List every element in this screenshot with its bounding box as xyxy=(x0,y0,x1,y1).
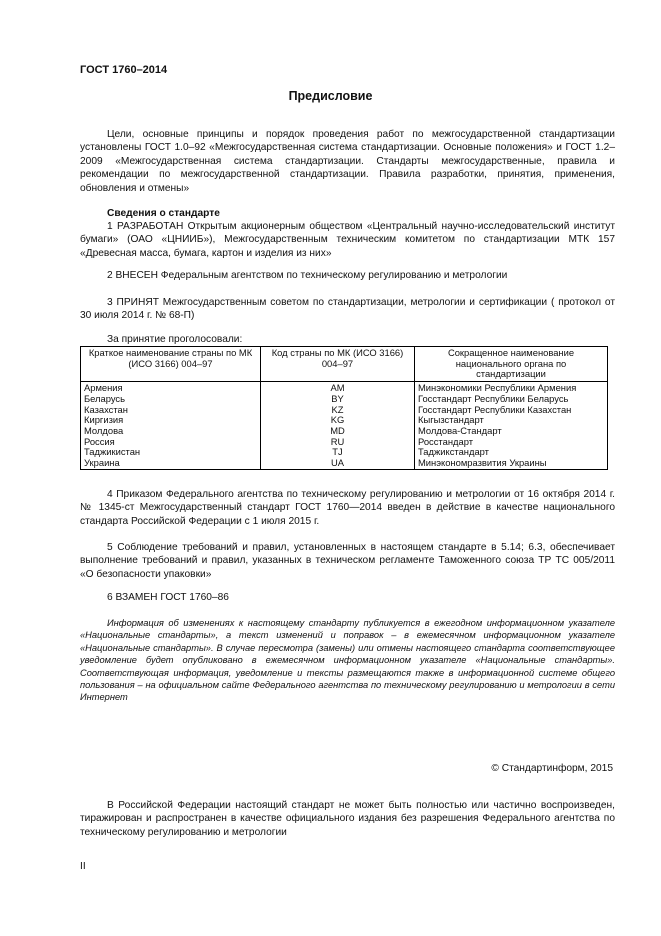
column-header-code: Код страны по МК (ИСО 3166) 004–97 xyxy=(261,347,415,382)
reproduction-notice: В Российской Федерации настоящий стандарт не может быть полностью или частично воспроизведен, тиражирован и распространен в качестве официального издания без разрешения Федерального агентства по техническому регулированию и метрологии xyxy=(80,800,615,838)
item-6: 6 ВЗАМЕН ГОСТ 1760–86 xyxy=(107,592,229,603)
item-1: 1 РАЗРАБОТАН Открытым акционерным обществом «Центральный научно-исследовательский институт бумаги» (ОАО «ЦНИИБ»), Межгосударственным техническим комитетом по стандартизации МТК 157 «Древесная масса, бумага, картон и изделия из них» xyxy=(80,221,615,259)
page-number: II xyxy=(80,861,86,872)
document-id: ГОСТ 1760–2014 xyxy=(80,64,168,76)
cell-code: BY xyxy=(261,394,415,405)
cell-code: UA xyxy=(261,458,415,469)
table-caption: За принятие проголосовали: xyxy=(107,334,243,345)
info-note: Информация об изменениях к настоящему стандарту публикуется в ежегодном информационном указателе «Национальные стандарты», а текст изменений и поправок – в ежемесячном информационном указателе «Национальные стандарты». В случае пересмотра (замены) или отмены настоящего стандарта соответствующее уведомление будет опубликовано в ежемесячном информационном указателе «Национальные стандарты». Соответствующая информация, уведомление и тексты размещаются также в информационной системе общего пользования – на официальном сайте Федерального агентства по техническому регулированию и метрологии в сети Интернет xyxy=(80,618,615,703)
table-row xyxy=(81,405,608,416)
cell-body: Кыгызстандарт xyxy=(415,415,608,426)
cell-country: Таджикистан xyxy=(81,447,261,458)
cell-code: MD xyxy=(261,426,415,437)
table-row xyxy=(81,426,608,437)
cell-country: Казахстан xyxy=(81,405,261,416)
column-header-country: Краткое наименование страны по МК (ИСО 3166) 004–97 xyxy=(81,347,261,382)
cell-country: Киргизия xyxy=(81,415,261,426)
table-row xyxy=(81,437,608,448)
cell-code: AM xyxy=(261,382,415,394)
cell-country: Украина xyxy=(81,458,261,469)
item-4: 4 Приказом Федерального агентства по техническому регулированию и метрологии от 16 октября 2014 г. № 1345-ст Межгосударственный стандарт ГОСТ 1760—2014 введен в действие в качестве национального стандарта Российской Федерации с 1 июля 2015 г. xyxy=(80,489,615,527)
cell-country: Беларусь xyxy=(81,394,261,405)
cell-code: RU xyxy=(261,437,415,448)
cell-body: Госстандарт Республики Беларусь xyxy=(415,394,608,405)
cell-body: Минэкономики Республики Армения xyxy=(415,382,608,394)
voting-countries-table xyxy=(80,346,608,470)
intro-paragraph: Цели, основные принципы и порядок проведения работ по межгосударственной стандартизации установлены ГОСТ 1.0–92 «Межгосударственная система стандартизации. Основные положения» и ГОСТ 1.2–2009 «Межгосударственная система стандартизации. Стандарты межгосударственные, правила и рекомендации по межгосударственной стандартизации. Правила разработки, принятия, применения, обновления и отмены» xyxy=(80,129,615,194)
cell-body: Росстандарт xyxy=(415,437,608,448)
table-row xyxy=(81,458,608,469)
cell-body: Таджикстандарт xyxy=(415,447,608,458)
item-3: 3 ПРИНЯТ Межгосударственным советом по стандартизации, метрологии и сертификации ( протокол от 30 июля 2014 г. № 68-П) xyxy=(80,297,615,322)
column-header-body: Сокращенное наименование национального органа по стандартизации xyxy=(415,347,608,382)
cell-body: Молдова-Стандарт xyxy=(415,426,608,437)
table-header-row xyxy=(81,347,608,382)
cell-code: TJ xyxy=(261,447,415,458)
cell-body: Госстандарт Республики Казахстан xyxy=(415,405,608,416)
item-5: 5 Соблюдение требований и правил, установленных в настоящем стандарте в 5.14; 6.3, обеспечивает выполнение требований и правил, указанных в техническом регламенте Таможенного союза ТР ТС 005/2011 «О безопасности упаковки» xyxy=(80,542,615,580)
cell-country: Молдова xyxy=(81,426,261,437)
table-row xyxy=(81,382,608,394)
cell-country: Россия xyxy=(81,437,261,448)
standard-info-heading: Сведения о стандарте xyxy=(107,208,220,219)
copyright-notice: © Стандартинформ, 2015 xyxy=(491,763,613,774)
cell-body: Минэкономразвития Украины xyxy=(415,458,608,469)
page-title: Предисловие xyxy=(288,89,373,103)
table-row xyxy=(81,394,608,405)
cell-code: KZ xyxy=(261,405,415,416)
item-2: 2 ВНЕСЕН Федеральным агентством по техническому регулированию и метрологии xyxy=(107,270,508,281)
cell-code: KG xyxy=(261,415,415,426)
cell-country: Армения xyxy=(81,382,261,394)
